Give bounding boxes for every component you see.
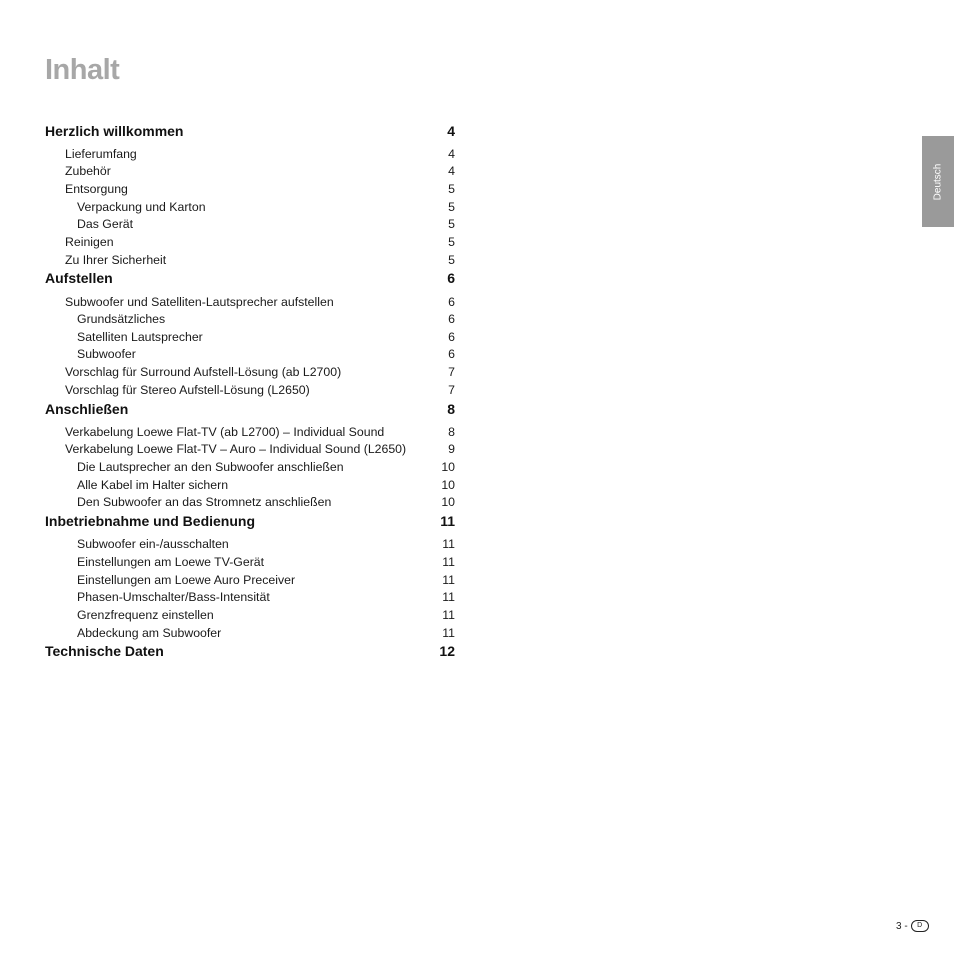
toc-label: Subwoofer (77, 347, 136, 361)
toc-entry (45, 554, 455, 570)
toc-entry (45, 294, 455, 310)
toc-label: Zubehör (65, 164, 111, 178)
toc-label: Herzlich willkommen (45, 123, 184, 139)
toc-page-number: 5 (448, 235, 455, 249)
toc-page-number: 12 (439, 643, 455, 659)
toc-entry (45, 477, 455, 493)
toc-entry (45, 382, 455, 398)
toc-label: Anschließen (45, 401, 129, 417)
toc-label: Die Lautsprecher an den Subwoofer anschließen (77, 460, 344, 474)
toc-entry (45, 607, 455, 623)
toc-label: Technische Daten (45, 643, 164, 659)
toc-page-number: 6 (448, 330, 455, 344)
toc-page-number: 11 (442, 626, 455, 640)
toc-entry (45, 199, 455, 215)
toc-chapter (45, 401, 455, 417)
toc-label: Lieferumfang (65, 147, 137, 161)
toc-page-number: 11 (442, 555, 455, 569)
toc-page-number: 5 (448, 217, 455, 231)
toc-label: Alle Kabel im Halter sichern (77, 478, 229, 492)
toc-label: Subwoofer ein-/ausschalten (77, 537, 229, 551)
toc-label: Einstellungen am Loewe TV-Gerät (77, 555, 265, 569)
toc-label: Subwoofer und Satelliten-Lautsprecher aufstellen (65, 295, 334, 309)
toc-page-number: 5 (448, 253, 455, 267)
toc-label: Aufstellen (45, 270, 113, 286)
toc-entry (45, 234, 455, 250)
toc-entry (45, 163, 455, 179)
toc-label: Verpackung und Karton (77, 200, 206, 214)
toc-page-number: 10 (441, 478, 455, 492)
toc-page-number: 4 (447, 123, 455, 139)
toc-page-number: 7 (448, 383, 455, 397)
toc-label: Grundsätzliches (77, 312, 166, 326)
toc-page-number: 7 (448, 365, 455, 379)
toc-page-number: 11 (442, 573, 455, 587)
toc-page-number: 11 (442, 608, 455, 622)
toc-label: Satelliten Lautsprecher (77, 330, 203, 344)
toc-page-number: 11 (442, 537, 455, 551)
toc-label: Vorschlag für Stereo Aufstell-Lösung (L2650) (65, 383, 310, 397)
toc-page-number: 6 (448, 295, 455, 309)
toc-label: Abdeckung am Subwoofer (77, 626, 222, 640)
toc-entry (45, 589, 455, 605)
toc-chapter (45, 123, 455, 139)
toc-label: Inbetriebnahme und Bedienung (45, 513, 256, 529)
toc-entry (45, 459, 455, 475)
toc-entry (45, 346, 455, 362)
toc-page-number: 5 (448, 200, 455, 214)
page-title: Inhalt (45, 54, 120, 86)
toc-page-number: 6 (448, 347, 455, 361)
language-badge: D (911, 920, 929, 932)
page-number: 3 - (896, 920, 908, 932)
toc-page-number: 9 (448, 442, 455, 456)
page-footer (896, 920, 929, 932)
toc-page-number: 11 (442, 590, 455, 604)
toc-label: Verkabelung Loewe Flat-TV – Auro – Individual Sound (L2650) (65, 442, 407, 456)
toc-page-number: 10 (441, 460, 455, 474)
toc-page-number: 8 (447, 401, 455, 417)
toc-page-number: 6 (447, 270, 455, 286)
toc-label: Phasen-Umschalter/Bass-Intensität (77, 590, 270, 604)
toc-chapter (45, 270, 455, 286)
toc-entry (45, 572, 455, 588)
toc-entry (45, 252, 455, 268)
toc-entry (45, 181, 455, 197)
toc-entry (45, 424, 455, 440)
language-tab-label: Deutsch (932, 163, 944, 200)
toc-label: Verkabelung Loewe Flat-TV (ab L2700) – Individual Sound (65, 425, 385, 439)
toc-entry (45, 311, 455, 327)
toc-label: Vorschlag für Surround Aufstell-Lösung (ab L2700) (65, 365, 342, 379)
toc-label: Entsorgung (65, 182, 128, 196)
toc-label: Zu Ihrer Sicherheit (65, 253, 167, 267)
toc-entry (45, 364, 455, 380)
toc-entry (45, 536, 455, 552)
toc-entry (45, 441, 455, 457)
toc-label: Einstellungen am Loewe Auro Preceiver (77, 573, 296, 587)
toc-entry (45, 329, 455, 345)
toc-label: Den Subwoofer an das Stromnetz anschließen (77, 495, 332, 509)
toc-page-number: 6 (448, 312, 455, 326)
toc-page-number: 4 (448, 147, 455, 161)
toc-page-number: 5 (448, 182, 455, 196)
language-tab (922, 136, 954, 227)
toc-chapter (45, 643, 455, 659)
toc-page-number: 10 (441, 495, 455, 509)
toc-entry (45, 216, 455, 232)
toc-label: Grenzfrequenz einstellen (77, 608, 214, 622)
toc-entry (45, 146, 455, 162)
toc-page-number: 11 (440, 513, 455, 529)
toc-label: Reinigen (65, 235, 114, 249)
toc-label: Das Gerät (77, 217, 134, 231)
toc-page-number: 8 (448, 425, 455, 439)
toc-chapter (45, 513, 455, 529)
toc-entry (45, 494, 455, 510)
toc-entry (45, 625, 455, 641)
toc-page-number: 4 (448, 164, 455, 178)
